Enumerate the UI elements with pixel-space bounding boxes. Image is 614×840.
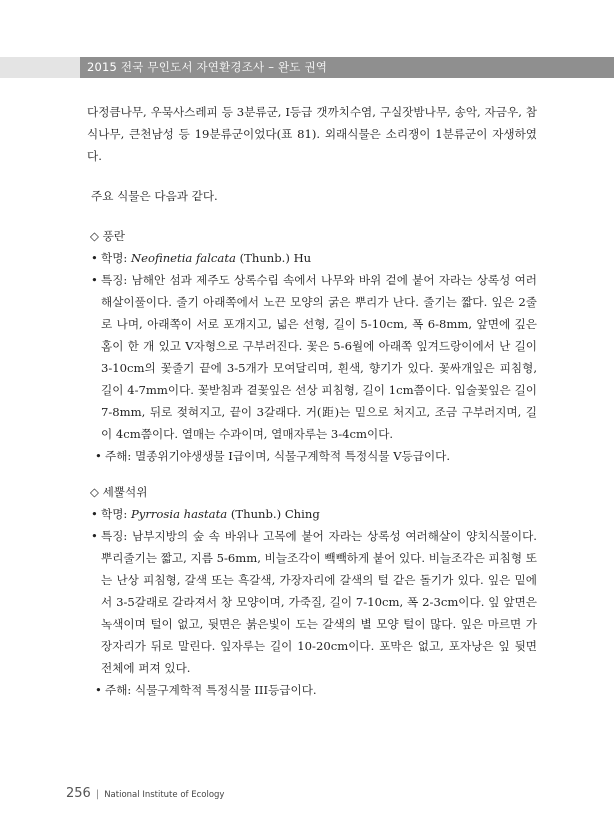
annotation-note: [87, 445, 537, 467]
page-number: 256: [66, 786, 91, 801]
authority: (Thunb.) Ching: [227, 507, 320, 521]
footer-separator: |: [95, 789, 100, 800]
scientific-name: Neofinetia falcata: [131, 251, 236, 265]
bullet-icon: •: [95, 683, 102, 697]
species-section-pyrrosia: [87, 481, 537, 701]
bullet-icon: •: [95, 449, 102, 463]
scientific-name-line: [87, 247, 537, 269]
bullet-icon: •: [91, 251, 98, 265]
annotation-note: [87, 679, 537, 701]
species-heading: ◇ 세뿔석위: [90, 485, 148, 499]
scientific-name-line: [87, 503, 537, 525]
note-body: 주해: 식물구계학적 특정식물 III등급이다.: [105, 683, 317, 697]
bullet-icon: •: [91, 273, 98, 287]
species-heading: ◇ 풍란: [90, 229, 126, 243]
bullet-icon: •: [91, 529, 98, 543]
features-text: [87, 525, 537, 679]
running-header-title: 2015 전국 무인도서 자연환경조사 – 완도 권역: [87, 60, 328, 74]
footer-organization: National Institute of Ecology: [104, 790, 225, 800]
species-section-neofinetia: [87, 225, 537, 467]
note-body: 주해: 멸종위기야생생물 I급이며, 식물구계학적 특정식물 V등급이다.: [105, 449, 451, 463]
scientific-name: Pyrrosia hastata: [131, 507, 228, 521]
features-body: 특징: 남해안 섬과 제주도 상록수림 속에서 나무와 바위 겉에 붙어 자라는 상록성 여러해살이풀이다. 줄기 아래쪽에서 노끈 모양의 굵은 뿌리가 난다. 줄기는 짧다. 잎은 2줄로 나며, 아래쪽이 서로 포개지고, 넓은 선형, 길이 5-10cm, 폭 6-8mm, 앞면에 깊은 홈이 한 개 있고 V자형으로 구부러진다. 꽃은 5-6월에 아래쪽 잎겨드랑이에서 난 길이 3-10cm의 꽃줄기 끝에 3-5개가 모여달리며, 흰색, 향기가 있다. 꽃싸개잎은 피침형, 길이 4-7mm이다. 꽃받침과 곁꽃잎은 선상 피침형, 길이 1cm쯤이다. 입술꽃잎은 길이 7-8mm, 뒤로 젖혀지고, 끝이 3갈래다. 거(距)는 밑으로 처지고, 조금 구부러지며, 길이 4cm쯤이다. 열매는 수과이며, 열매자루는 3-4cm이다.: [101, 273, 537, 441]
sci-label: 학명:: [101, 507, 131, 521]
features-text: [87, 269, 537, 445]
body-paragraph: 다정큼나무, 우묵사스레피 등 3분류군, I등급 갯까치수염, 구실잣밤나무, 송악, 자금우, 참식나무, 큰천남성 등 19분류군이었다(표 81). 외래식물은 소리쟁이 1분류군이 자생하였다.: [87, 105, 537, 163]
sci-label: 학명:: [101, 251, 131, 265]
bullet-icon: •: [91, 507, 98, 521]
authority: (Thunb.) Hu: [235, 251, 312, 265]
page-content: [87, 101, 537, 701]
features-body: 특징: 남부지방의 숲 속 바위나 고목에 붙어 자라는 상록성 여러해살이 양치식물이다. 뿌리줄기는 짧고, 지름 5-6mm, 비늘조각이 빽빽하게 붙어 있다. 비늘조각은 피침형 또는 난상 피침형, 갈색 또는 흑갈색, 가장자리에 갈색의 털 같은 돌기가 있다. 잎은 밑에서 3-5갈래로 갈라져서 창 모양이며, 가죽질, 길이 7-10cm, 폭 2-3cm이다. 잎 앞면은 녹색이며 털이 없고, 뒷면은 붉은빛이 도는 갈색의 별 모양 털이 많다. 잎은 마르면 가장자리가 뒤로 말린다. 잎자루는 길이 10-20cm이다. 포막은 없고, 포자낭은 잎 뒷면 전체에 퍼져 있다.: [101, 529, 537, 675]
intro-text: 주요 식물은 다음과 같다.: [91, 189, 218, 203]
page-footer: [66, 782, 224, 801]
